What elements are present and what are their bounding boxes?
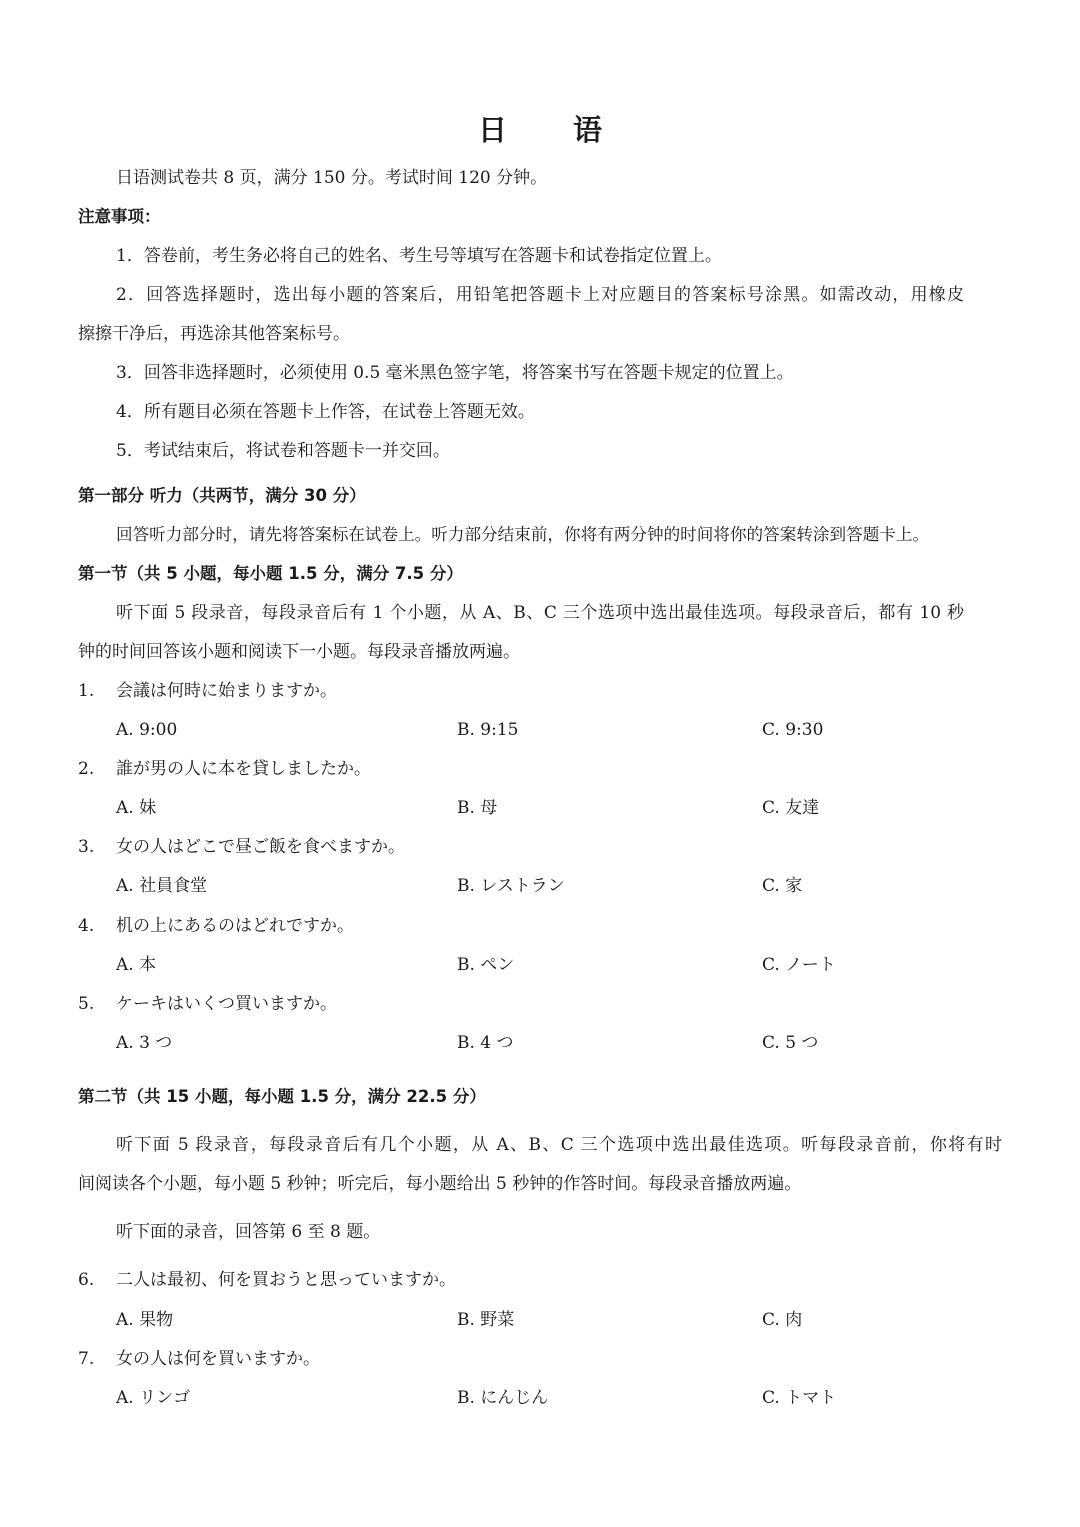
question-number: 2. [78,759,95,779]
note-item: 4．所有题目必须在答题卡上作答，在试卷上答题无效。 [116,402,535,422]
question-number: 5. [78,994,95,1014]
option-a: A. 社員食堂 [116,876,208,896]
option-c: C. 5 つ [762,1033,819,1053]
question-text: ケーキはいくつ買いますか。 [116,994,337,1014]
option-b: B. 4 つ [457,1033,514,1053]
option-c: C. 友達 [762,798,820,818]
option-c: C. 9:30 [762,720,824,740]
option-c: C. ノート [762,955,836,975]
question-number: 4. [78,916,95,936]
page-title: 日 语 [477,113,631,147]
note-item: 5．考试结束后，将试卷和答题卡一并交回。 [116,441,450,461]
note-item: 2．回答选择题时，选出每小题的答案后，用铅笔把答题卡上对应题目的答案标号涂黑。如需改动，用橡皮 [116,285,964,305]
question-number: 1. [78,681,95,701]
section1-instruction-continued: 钟的时间回答该小题和阅读下一小题。每段录音播放两遍。 [78,642,520,662]
option-b: B. 母 [457,798,498,818]
question-number: 7. [78,1349,95,1369]
option-a: A. 3 つ [116,1033,173,1053]
option-a: A. 妹 [116,798,157,818]
question-number: 6. [78,1270,95,1290]
option-b: B. レストラン [457,876,565,896]
part1-instruction: 回答听力部分时，请先将答案标在试卷上。听力部分结束前，你将有两分钟的时间将你的答案转涂到答题卡上。 [116,525,930,544]
notes-heading: 注意事项： [78,207,161,226]
option-b: B. にんじん [457,1388,549,1408]
section1-heading: 第一节（共 5 小题，每小题 1.5 分，满分 7.5 分） [78,564,463,583]
exam-intro: 日语测试卷共 8 页，满分 150 分。考试时间 120 分钟。 [116,168,548,188]
part1-heading: 第一部分 听力（共两节，满分 30 分） [78,486,366,505]
note-item: 3．回答非选择题时，必须使用 0.5 毫米黑色签字笔，将答案书写在答题卡规定的位置上。 [116,363,794,383]
question-4 [78,914,354,938]
option-a: A. 本 [116,955,157,975]
question-3 [78,835,405,859]
question-text: 女の人は何を買いますか。 [116,1349,320,1369]
option-c: C. トマト [762,1388,837,1408]
section2-instruction: 听下面 5 段录音，每段录音后有几个小题，从 A、B、C 三个选项中选出最佳选项。听每段录音前，你将有时 [116,1135,1002,1155]
question-6 [78,1268,456,1292]
option-c: C. 家 [762,876,803,896]
question-7 [78,1347,320,1371]
option-a: A. 9:00 [116,720,178,740]
option-b: B. 9:15 [457,720,519,740]
group-instruction: 听下面的录音，回答第 6 至 8 题。 [116,1222,381,1242]
question-1 [78,679,337,703]
question-text: 誰が男の人に本を貸しましたか。 [116,759,371,779]
question-number: 3. [78,837,95,857]
question-text: 女の人はどこで昼ご飯を食べますか。 [116,837,405,857]
question-text: 会議は何時に始まりますか。 [116,681,337,701]
option-b: B. 野菜 [457,1310,515,1330]
question-text: 二人は最初、何を買おうと思っていますか。 [116,1270,456,1290]
note-item: 1．答卷前，考生务必将自己的姓名、考生号等填写在答题卡和试卷指定位置上。 [116,246,722,266]
question-5 [78,992,337,1016]
option-a: A. リンゴ [116,1388,191,1408]
question-2 [78,757,371,781]
option-a: A. 果物 [116,1310,174,1330]
note-item-continued: 擦擦干净后，再选涂其他答案标号。 [78,324,350,344]
option-b: B. ペン [457,955,515,975]
option-c: C. 肉 [762,1310,803,1330]
question-text: 机の上にあるのはどれですか。 [116,916,354,936]
section2-instruction-continued: 间阅读各个小题，每小题 5 秒钟；听完后，每小题给出 5 秒钟的作答时间。每段录音播放两遍。 [78,1174,802,1194]
section1-instruction: 听下面 5 段录音，每段录音后有 1 个小题，从 A、B、C 三个选项中选出最佳选项。每段录音后，都有 10 秒 [116,603,964,623]
section2-heading: 第二节（共 15 小题，每小题 1.5 分，满分 22.5 分） [78,1087,486,1106]
